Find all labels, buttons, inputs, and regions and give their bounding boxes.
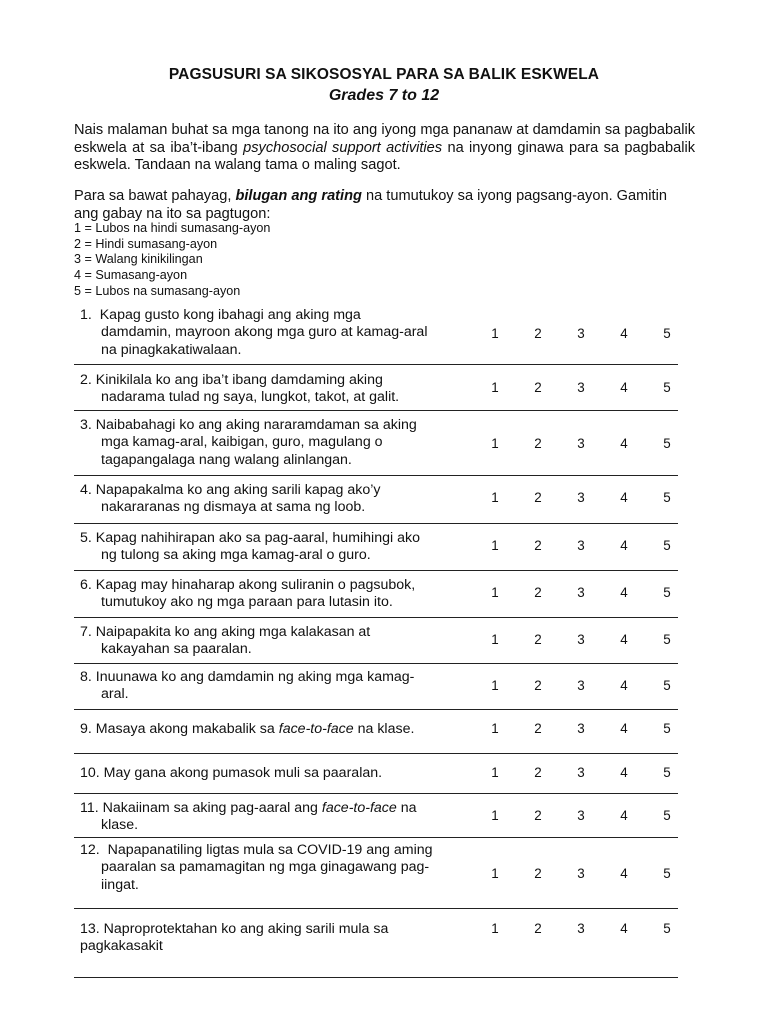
question-continuation-line [80,434,468,451]
rating-option-1[interactable]: 1 [491,538,499,553]
question-text-segment: Napapanatiling ligtas mula sa COVID-19 ang aming [107,842,433,858]
question-continuation-line [80,859,468,876]
rating-option-3[interactable]: 3 [577,921,585,936]
rating-option-3[interactable]: 3 [577,380,585,395]
rating-option-1[interactable]: 1 [491,921,499,936]
question-number: 6. [80,577,96,593]
rating-option-5[interactable]: 5 [663,436,671,451]
question-text-segment: Kinikilala ko ang iba’t ibang damdaming aking [95,372,383,388]
rating-legend [74,221,474,300]
question-row [74,305,678,365]
rating-option-1[interactable]: 1 [491,585,499,600]
instruction-text-1: Para sa bawat pahayag, [74,188,236,204]
question-first-line [80,530,468,547]
question-text-segment: Kapag nahihirapan ako sa pag-aaral, humihingi ako [95,530,420,546]
question-row [74,793,678,838]
legend-item: 3 = Walang kinikilingan [74,252,203,267]
question-row [74,709,678,754]
question-text-segment: Masaya akong makabalik sa [95,721,279,737]
rating-option-3[interactable]: 3 [577,538,585,553]
question-row [74,663,678,710]
question-continuation-line [80,938,468,955]
intro-text-1: Nais malaman buhat sa mga tanong na ito ang iyong mga pananaw at damdamin sa pagbabalik eskwela at sa iba’t-ibang [74,122,695,156]
question-text-segment: nakararanas ng dismaya at sama ng loob. [101,499,366,516]
question-number: 2. [80,372,96,388]
rating-option-3[interactable]: 3 [577,436,585,451]
rating-option-4[interactable]: 4 [620,678,628,693]
question-text-segment: klase. [101,817,139,834]
rating-option-1[interactable]: 1 [491,326,499,341]
question-first-line [80,921,468,938]
instruction-text-2: na tumutukoy sa iyong pagsang-ayon. Gamitin ang gabay na ito sa pagtugon: [74,188,667,222]
question-text-segment: Nakaiinam sa aking pag-aaral ang [102,800,322,816]
rating-option-2[interactable]: 2 [534,632,542,647]
question-text [80,577,468,612]
rating-option-5[interactable]: 5 [663,380,671,395]
question-text-segment: tumutukoy ako ng mga paraan para lutasin ito. [101,594,393,611]
rating-option-5[interactable]: 5 [663,721,671,736]
question-text-segment: Naproprotektahan ko ang aking sarili mula sa [103,921,389,937]
question-continuation-line [80,877,468,894]
question-text [80,765,468,782]
question-first-line [80,372,468,389]
question-number: 9. [80,721,96,737]
question-continuation-line [80,686,468,703]
question-row [74,617,678,664]
rating-option-5[interactable]: 5 [663,326,671,341]
rating-option-5[interactable]: 5 [663,765,671,780]
rating-option-1[interactable]: 1 [491,380,499,395]
question-first-line [80,721,468,738]
question-text-segment: May gana akong pumasok muli sa paaralan. [103,765,383,781]
rating-option-2[interactable]: 2 [534,921,542,936]
rating-option-3[interactable]: 3 [577,721,585,736]
rating-option-4[interactable]: 4 [620,721,628,736]
question-first-line [80,577,468,594]
question-text [80,921,468,956]
rating-option-3[interactable]: 3 [577,866,585,881]
question-row [74,475,678,524]
question-continuation-line [80,641,468,658]
question-row [74,837,678,909]
question-text-segment: nadarama tulad ng saya, lungkot, takot, at galit. [101,389,400,406]
question-row [74,523,678,571]
rating-option-2[interactable]: 2 [534,490,542,505]
rating-option-4[interactable]: 4 [620,765,628,780]
question-first-line [80,624,468,641]
question-continuation-line [80,594,468,611]
question-first-line [80,482,468,499]
question-text-segment: iingat. [101,876,139,893]
question-text-segment: Naibabahagi ko ang aking nararamdaman sa aking [95,417,417,433]
intro-paragraph [74,122,695,175]
rating-option-1[interactable]: 1 [491,490,499,505]
rating-option-4[interactable]: 4 [620,632,628,647]
rating-option-5[interactable]: 5 [663,538,671,553]
rating-option-1[interactable]: 1 [491,808,499,823]
question-number: 12. [80,842,108,858]
rating-option-2[interactable]: 2 [534,538,542,553]
instruction-emphasis: bilugan ang rating [235,188,362,204]
question-text-segment: na [396,800,417,816]
question-text-segment: Inuunawa ko ang damdamin ng aking mga kamag- [95,669,415,685]
question-text-segment: ng tulong sa aking mga kamag-aral o guro. [101,547,371,564]
question-number: 3. [80,417,96,433]
rating-option-2[interactable]: 2 [534,765,542,780]
question-row [74,570,678,618]
question-text [80,530,468,565]
question-text [80,372,468,407]
question-continuation-line [80,324,468,341]
intro-text-2: na inyong ginawa para sa pagbabalik eskwela. Tandaan na walang tama o maling sagot. [74,139,696,173]
rating-option-4[interactable]: 4 [620,490,628,505]
question-text-segment: tagapangalaga nang walang alinlangan. [101,451,352,468]
question-continuation-line [80,342,468,359]
question-number: 13. [80,921,104,937]
rating-option-4[interactable]: 4 [620,380,628,395]
rating-option-1[interactable]: 1 [491,436,499,451]
rating-option-5[interactable]: 5 [663,490,671,505]
question-text-segment: Kapag may hinaharap akong suliranin o pagsubok, [95,577,416,593]
rating-option-2[interactable]: 2 [534,585,542,600]
rating-option-5[interactable]: 5 [663,866,671,881]
question-text-segment: Napapakalma ko ang aking sarili kapag ako’y [95,482,381,498]
rating-option-3[interactable]: 3 [577,585,585,600]
question-italic-text: face-to-face [321,800,397,816]
legend-item: 4 = Sumasang-ayon [74,268,188,283]
question-text [80,721,468,738]
question-text-segment: Kapag gusto kong ibahagi ang aking mga [99,307,361,323]
rating-option-5[interactable]: 5 [663,585,671,600]
rating-option-5[interactable]: 5 [663,678,671,693]
question-row [74,753,678,794]
rating-option-3[interactable]: 3 [577,678,585,693]
intro-italic-text: psychosocial support activities [243,139,443,156]
rating-option-5[interactable]: 5 [663,921,671,936]
rating-option-2[interactable]: 2 [534,866,542,881]
rating-option-1[interactable]: 1 [491,866,499,881]
legend-item: 5 = Lubos na sumasang-ayon [74,283,241,298]
question-text-segment: pagkakasakit [80,938,163,955]
question-text-segment: damdamin, mayroon akong mga guro at kamag-aral [101,324,428,341]
rating-option-4[interactable]: 4 [620,538,628,553]
question-text-segment: paaralan sa pamamagitan ng mga ginagawang pag- [101,859,430,876]
rating-option-3[interactable]: 3 [577,808,585,823]
question-number: 5. [80,530,96,546]
rating-option-4[interactable]: 4 [620,585,628,600]
question-continuation-line [80,817,468,834]
question-text [80,307,468,359]
question-text [80,842,468,894]
rating-option-3[interactable]: 3 [577,632,585,647]
rating-option-2[interactable]: 2 [534,436,542,451]
question-first-line [80,417,468,434]
question-text-segment: na pinagkakatiwalaan. [101,341,242,358]
rating-option-4[interactable]: 4 [620,436,628,451]
question-number: 8. [80,669,96,685]
rating-option-1[interactable]: 1 [491,765,499,780]
question-first-line [80,765,468,782]
rating-option-2[interactable]: 2 [534,380,542,395]
rating-option-1[interactable]: 1 [491,632,499,647]
question-number: 10. [80,765,104,781]
question-continuation-line [80,547,468,564]
question-text [80,417,468,469]
rating-option-4[interactable]: 4 [620,326,628,341]
rating-option-2[interactable]: 2 [534,678,542,693]
question-text-segment: aral. [101,686,129,703]
question-continuation-line [80,452,468,469]
question-text [80,482,468,517]
question-number: 11. [80,800,103,816]
question-italic-text: face-to-face [278,721,354,737]
rating-option-3[interactable]: 3 [577,326,585,341]
question-text-segment: kakayahan sa paaralan. [101,641,252,658]
question-text-segment: mga kamag-aral, kaibigan, guro, magulang o [101,434,383,451]
rating-option-1[interactable]: 1 [491,721,499,736]
question-number: 1. [80,307,100,323]
rating-option-4[interactable]: 4 [620,921,628,936]
question-text-segment: Naipapakita ko ang aking mga kalakasan at [95,624,371,640]
question-row [74,410,678,476]
question-first-line [80,800,468,817]
rating-option-5[interactable]: 5 [663,808,671,823]
question-first-line [80,307,468,324]
question-first-line [80,842,468,859]
question-text [80,624,468,659]
question-text [80,669,468,704]
rating-option-3[interactable]: 3 [577,765,585,780]
rating-option-4[interactable]: 4 [620,866,628,881]
question-text [80,800,468,835]
rating-option-2[interactable]: 2 [534,808,542,823]
rating-option-3[interactable]: 3 [577,490,585,505]
legend-item: 2 = Hindi sumasang-ayon [74,236,218,251]
rating-option-2[interactable]: 2 [534,721,542,736]
question-row [74,364,678,411]
rating-option-1[interactable]: 1 [491,678,499,693]
legend-item: 1 = Lubos na hindi sumasang-ayon [74,221,271,235]
question-continuation-line [80,389,468,406]
question-continuation-line [80,499,468,516]
instruction-paragraph [74,188,695,223]
question-row [74,908,678,978]
question-number: 4. [80,482,96,498]
question-text-segment: na klase. [353,721,415,737]
rating-option-4[interactable]: 4 [620,808,628,823]
rating-option-5[interactable]: 5 [663,632,671,647]
rating-option-2[interactable]: 2 [534,326,542,341]
page-subtitle: Grades 7 to 12 [328,87,440,104]
question-first-line [80,669,468,686]
question-number: 7. [80,624,96,640]
page-title: PAGSUSURI SA SIKOSOSYAL PARA SA BALIK ESKWELA [168,66,600,83]
